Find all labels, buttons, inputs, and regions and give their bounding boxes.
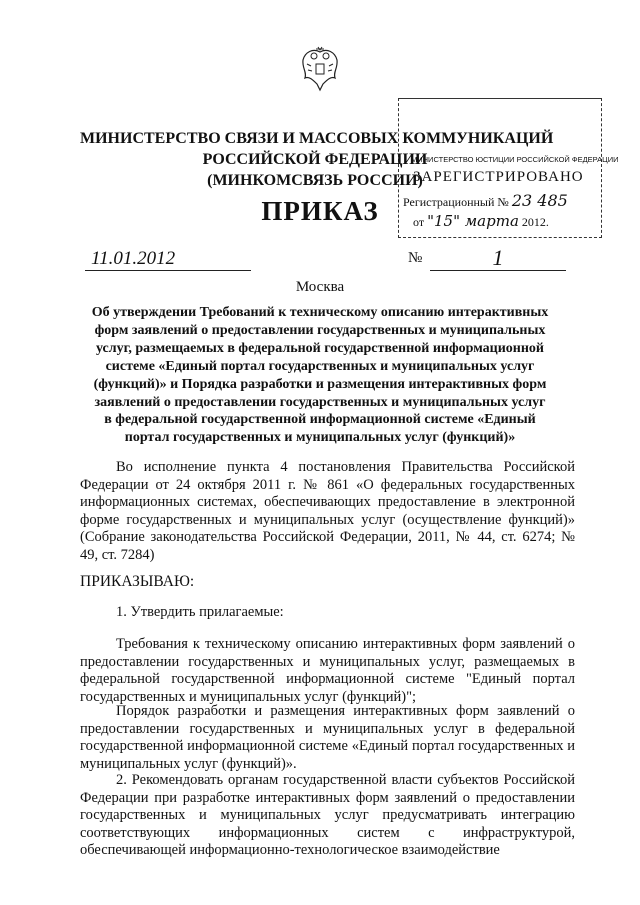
stamp-registered: ЗАРЕГИСТРИРОВАНО xyxy=(413,169,584,185)
document-type: ПРИКАЗ xyxy=(261,196,379,226)
item-1-procedure: Порядок разработки и размещения интерактивных форм заявлений о предоставлении государственных и муниципальных услуг в федеральной государственной информационной системе «Единый портал государственных и муниципальных услуг (функций)». xyxy=(80,703,575,772)
order-number-label: № xyxy=(408,250,423,266)
title-line: Об утверждении Требований к техническому описанию интерактивных xyxy=(91,305,549,320)
order-word: ПРИКАЗЫВАЮ: xyxy=(80,573,195,590)
order-title xyxy=(75,304,565,447)
title-line: форм заявлений о предоставлении государственных и муниципальных xyxy=(94,322,546,338)
title-line: в федеральной государственной информационной системе «Единый xyxy=(104,412,536,428)
ministry-line-2: РОССИЙСКОЙ ФЕДЕРАЦИИ xyxy=(202,151,428,168)
title-line: (функций)» и Порядка разработки и размещения интерактивных форм xyxy=(93,376,547,392)
stamp-date-prefix: от xyxy=(413,215,425,229)
title-line: услуг, размещаемых в федеральной государственной информационной xyxy=(95,340,544,356)
stamp-date-year: 2012. xyxy=(521,215,549,229)
stamp-reg-label: Регистрационный № xyxy=(403,195,509,209)
ministry-line-3: (МИНКОМСВЯЗЬ РОССИИ) xyxy=(207,172,423,189)
title-line: заявлений о предоставлении государственных и муниципальных услуг xyxy=(94,394,546,410)
ministry-name xyxy=(80,128,554,191)
order-number: 1 xyxy=(430,246,566,271)
item-2: 2. Рекомендовать органам государственной власти субъектов Российской Федерации при разработке интерактивных форм заявлений о предоставлении государственных и муниципальных услуг предусматривать интеграцию соответствующих информационных систем с инфраструктурой, обеспечивающей информационно-технологическое взаимодействие xyxy=(80,772,575,859)
order-date: 11.01.2012 xyxy=(85,248,251,271)
city: Москва xyxy=(295,279,345,295)
item-1: 1. Утвердить прилагаемые: xyxy=(116,604,284,620)
preamble-paragraph: Во исполнение пункта 4 постановления Правительства Российской Федерации от 24 октября 2011 г. № 861 «О федеральных государственных информационных системах, обеспечивающих предоставление в электронной форме государственных и муниципальных услуг (осуществление функций)» (Собрание законодательства Российской Федерации, 2011, № 44, ст. 6274; № 49, ст. 7284) xyxy=(80,459,575,563)
item-1-requirements: Требования к техническому описанию интерактивных форм заявлений о предоставлении государственных и муниципальных услуг, размещаемых в федеральной государственной информационной системе "Единый портал государственных и муниципальных услуг (функций)"; xyxy=(80,636,575,705)
stamp-ministry: МИНИСТЕРСТВО ЮСТИЦИИ РОССИЙСКОЙ ФЕДЕРАЦИИ xyxy=(411,155,619,164)
stamp-reg-number: 23 485 xyxy=(511,191,568,210)
coat-of-arms-icon xyxy=(299,46,341,94)
title-line: портал государственных и муниципальных услуг (функций)» xyxy=(124,430,516,446)
stamp-date-handwritten: "15" марта xyxy=(427,212,519,230)
ministry-line-1: МИНИСТЕРСТВО СВЯЗИ И МАССОВЫХ КОММУНИКАЦИЙ xyxy=(80,130,554,147)
title-line: системе «Единый портал государственных и муниципальных услуг xyxy=(105,358,535,374)
